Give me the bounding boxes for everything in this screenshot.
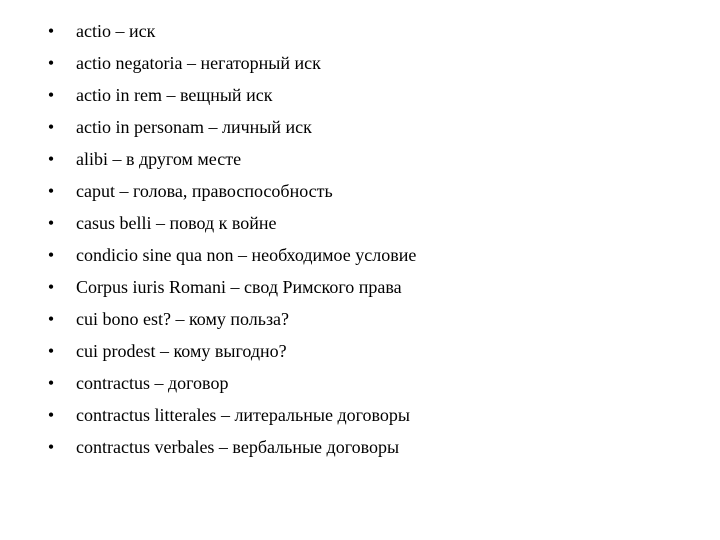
- term-text: actio – иск: [76, 21, 156, 41]
- bullet-icon: •: [47, 21, 55, 41]
- term-text: caput – голова, правоспособность: [76, 181, 333, 201]
- list-item: [0, 399, 720, 431]
- term-text: cui prodest – кому выгодно?: [76, 341, 287, 361]
- bullet-icon: •: [47, 181, 55, 201]
- list-item: [0, 15, 720, 47]
- term-text: cui bono est? – кому польза?: [76, 309, 290, 329]
- bullet-icon: •: [47, 341, 55, 361]
- bullet-icon: •: [47, 53, 55, 73]
- list-item: [0, 207, 720, 239]
- list-item: [0, 143, 720, 175]
- bullet-icon: •: [47, 149, 55, 169]
- list-item: [0, 47, 720, 79]
- list-item: [0, 303, 720, 335]
- term-text: contractus – договор: [76, 373, 229, 393]
- list-item: [0, 271, 720, 303]
- term-text: Corpus iuris Romani – свод Римского права: [76, 277, 402, 297]
- term-text: contractus verbales – вербальные договоры: [76, 437, 400, 457]
- bullet-icon: •: [47, 245, 55, 265]
- bullet-icon: •: [47, 373, 55, 393]
- term-text: actio in rem – вещный иск: [76, 85, 273, 105]
- term-text: actio in personam – личный иск: [76, 117, 312, 137]
- term-text: actio negatoria – негаторный иск: [76, 53, 321, 73]
- list-item: [0, 431, 720, 463]
- bullet-icon: •: [47, 85, 55, 105]
- term-text: casus belli – повод к войне: [76, 213, 277, 233]
- bullet-icon: •: [47, 117, 55, 137]
- list-item: [0, 239, 720, 271]
- bullet-icon: •: [47, 277, 55, 297]
- bullet-icon: •: [47, 437, 55, 457]
- list-item: [0, 335, 720, 367]
- term-list: [0, 15, 720, 463]
- bullet-icon: •: [47, 309, 55, 329]
- list-item: [0, 111, 720, 143]
- list-item: [0, 79, 720, 111]
- term-text: alibi – в другом месте: [76, 149, 242, 169]
- bullet-icon: •: [47, 213, 55, 233]
- list-item: [0, 175, 720, 207]
- bullet-icon: •: [47, 405, 55, 425]
- list-item: [0, 367, 720, 399]
- term-text: condicio sine qua non – необходимое условие: [76, 245, 417, 265]
- term-text: contractus litterales – литеральные договоры: [76, 405, 411, 425]
